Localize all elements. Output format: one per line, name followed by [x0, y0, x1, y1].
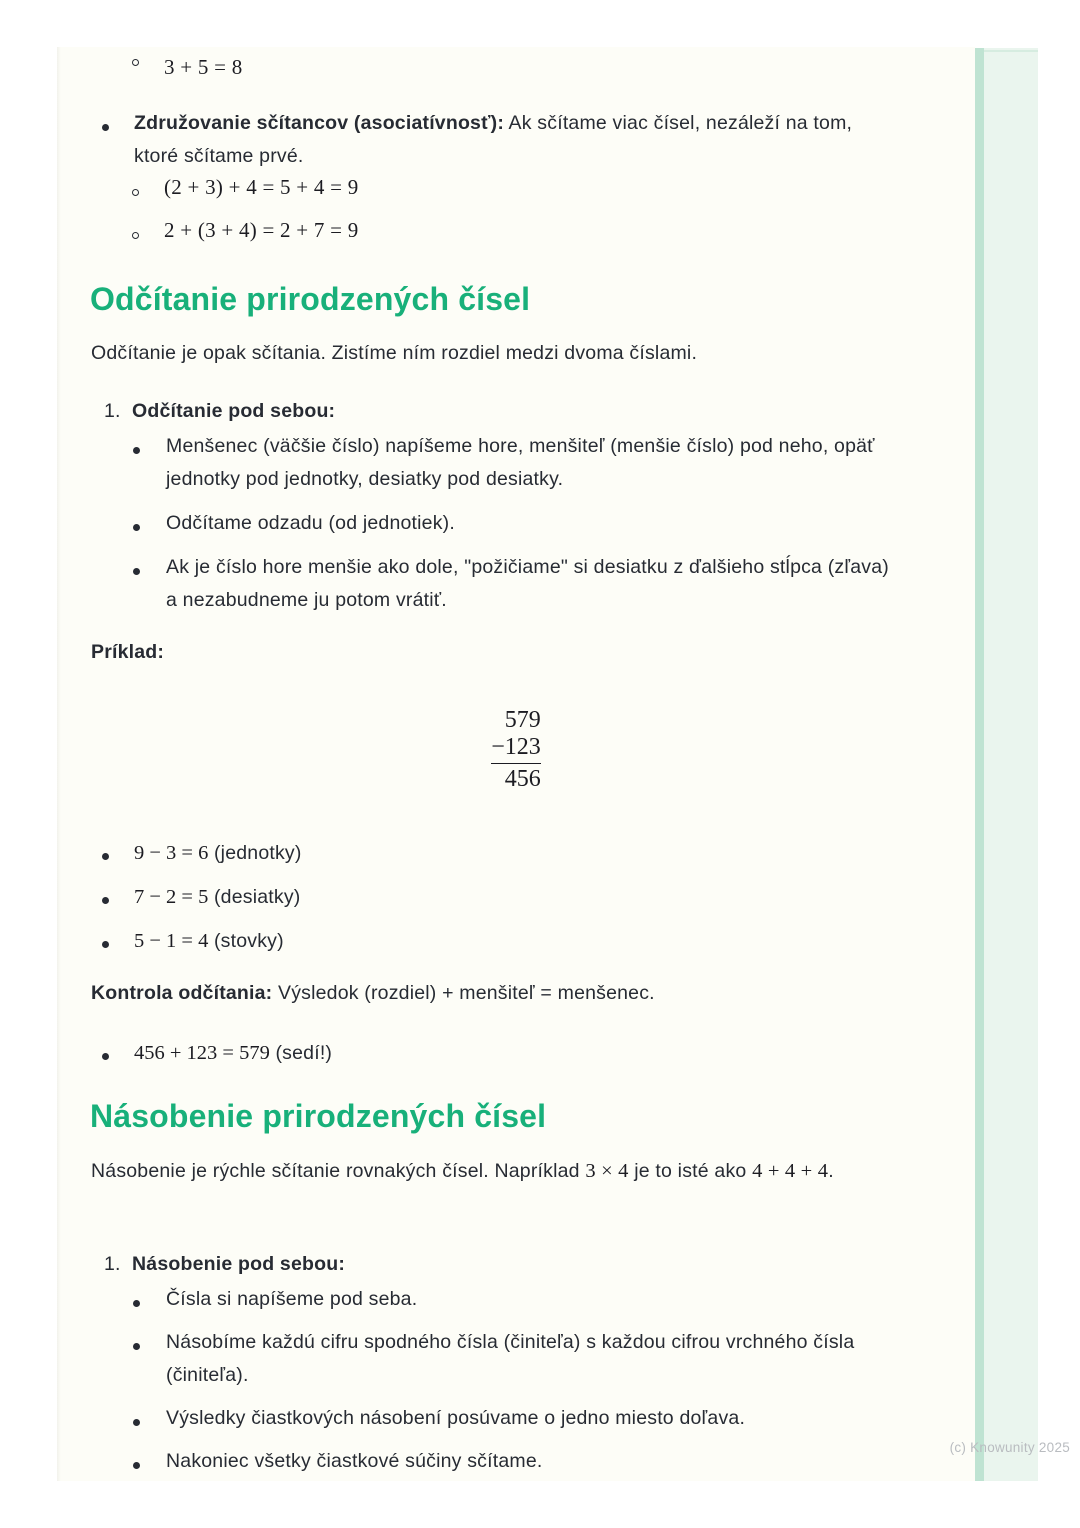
sub-item-text: Čísla si napíšeme pod seba. — [166, 1288, 418, 1310]
dot-bullet-icon — [102, 120, 132, 138]
list-item — [132, 175, 892, 218]
intro-part-1: Násobenie je rýchle sčítanie rovnakých čísel. Napríklad — [91, 1160, 586, 1182]
subtraction-sub-list — [133, 430, 893, 617]
digit-step-note: (desiatky) — [208, 886, 301, 908]
intro-math-2: 4 + 4 + 4 — [752, 1160, 829, 1182]
list-item — [102, 925, 862, 969]
associativity-label: Združovanie sčítancov (asociatívnosť): — [134, 112, 505, 134]
multiplication-intro — [91, 1155, 881, 1188]
sub-item-text: Odčítame odzadu (od jednotiek). — [166, 512, 455, 534]
check-item-math: 456 + 123 = 579 — [134, 1042, 270, 1064]
list-item — [132, 218, 892, 261]
check-list — [102, 1037, 862, 1070]
list-item — [102, 881, 862, 925]
check-item-note: (sedí!) — [269, 1042, 333, 1064]
subtraction-ordered-item — [104, 395, 894, 428]
right-panel-top-hairline — [984, 50, 1038, 52]
sub-item-text: (2 + 3) + 4 = 5 + 4 = 9 — [164, 175, 359, 199]
associativity-list — [102, 107, 892, 173]
sub-item-text: Výsledky čiastkových násobení posúvame o jedno miesto doľava. — [166, 1407, 746, 1429]
digit-step — [134, 881, 862, 914]
sub-item-text: Ak je číslo hore menšie ako dole, "požičiame" si desiatku z ďalšieho stĺpca (zľava) a nezabudneme ju potom vrátiť. — [166, 556, 889, 611]
list-item — [133, 551, 893, 617]
digit-step-note: (stovky) — [208, 930, 284, 952]
list-item — [133, 1402, 893, 1435]
list-number: 1. — [104, 1253, 121, 1275]
digit-step-math: 9 − 3 = 6 — [134, 842, 209, 864]
multiplication-ordered-item — [104, 1248, 894, 1281]
dot-bullet-icon — [133, 1415, 163, 1433]
right-panel-spine — [975, 48, 984, 1481]
dot-bullet-icon — [133, 1339, 163, 1357]
list-number: 1. — [104, 400, 121, 422]
digit-step — [134, 925, 862, 958]
digit-step-math: 5 − 1 = 4 — [134, 930, 209, 952]
intro-part-2: je to isté ako — [628, 1160, 753, 1182]
associativity-sub-list — [132, 175, 892, 261]
page-left-edge — [57, 47, 61, 1481]
top-sub-list — [132, 55, 892, 80]
sub-item-text: Násobíme každú cifru spodného čísla (činiteľa) s každou cifrou vrchného čísla (činiteľa). — [166, 1331, 855, 1386]
difference: 456 — [491, 763, 541, 793]
dot-bullet-icon — [133, 564, 163, 582]
associativity-text: Ak sčítame viac čísel, nezáleží na tom, ktoré sčítame prvé. — [134, 112, 853, 167]
check-text: Výsledok (rozdiel) + menšiteľ = menšenec. — [272, 982, 655, 1004]
associativity-paragraph — [134, 107, 892, 173]
intro-part-3: . — [828, 1160, 834, 1182]
dot-bullet-icon — [102, 1049, 132, 1067]
ring-bullet-icon — [132, 55, 162, 73]
vertical-subtraction-example — [57, 707, 975, 793]
list-item — [132, 55, 892, 80]
check-label: Kontrola odčítania: — [91, 982, 273, 1004]
list-item — [133, 1326, 893, 1392]
ring-bullet-icon — [132, 228, 162, 246]
digit-step — [134, 837, 862, 870]
section-heading-subtraction: Odčítanie prirodzených čísel — [90, 281, 531, 317]
digit-steps-list — [102, 837, 862, 969]
dot-bullet-icon — [133, 1296, 163, 1314]
sub-item-text: 2 + (3 + 4) = 2 + 7 = 9 — [164, 218, 359, 242]
sub-item-text: Menšenec (väčšie číslo) napíšeme hore, menšiteľ (menšie číslo) pod neho, opäť jednotky pod jednotky, desiatky pod desiatky. — [166, 435, 875, 490]
subtrahend: −123 — [491, 734, 541, 760]
dot-bullet-icon — [133, 1458, 163, 1476]
list-item — [133, 1445, 893, 1478]
list-item — [133, 430, 893, 496]
multiplication-sub-list — [133, 1283, 893, 1478]
section-heading-multiplication: Násobenie prirodzených čísel — [90, 1098, 547, 1134]
watermark: (c) Knowunity 2025 — [949, 1440, 1070, 1455]
subtraction-intro: Odčítanie je opak sčítania. Zistíme ním rozdiel medzi dvoma číslami. — [91, 342, 698, 364]
dot-bullet-icon — [102, 937, 132, 955]
list-item — [133, 507, 893, 540]
list-item — [133, 1283, 893, 1316]
check-paragraph — [91, 977, 891, 1010]
ordered-item-label: Násobenie pod sebou: — [132, 1253, 346, 1275]
example-label: Príklad: — [91, 641, 165, 663]
dot-bullet-icon — [133, 443, 163, 461]
ring-bullet-icon — [132, 185, 162, 203]
document-page — [57, 47, 975, 1481]
intro-math-1: 3 × 4 — [585, 1160, 629, 1182]
sub-item-text: 3 + 5 = 8 — [164, 55, 243, 79]
digit-step-math: 7 − 2 = 5 — [134, 886, 209, 908]
sub-item-text: Nakoniec všetky čiastkové súčiny sčítame. — [166, 1450, 543, 1472]
right-side-panel — [975, 48, 1038, 1481]
ordered-item-label: Odčítanie pod sebou: — [132, 400, 336, 422]
vertical-sum-stack — [491, 707, 541, 793]
list-item — [102, 1037, 862, 1070]
list-item — [102, 107, 892, 173]
dot-bullet-icon — [102, 893, 132, 911]
document-content — [57, 47, 975, 1481]
dot-bullet-icon — [133, 520, 163, 538]
check-item — [134, 1037, 862, 1070]
digit-step-note: (jednotky) — [208, 842, 302, 864]
minuend: 579 — [504, 707, 541, 733]
list-item — [102, 837, 862, 881]
dot-bullet-icon — [102, 849, 132, 867]
